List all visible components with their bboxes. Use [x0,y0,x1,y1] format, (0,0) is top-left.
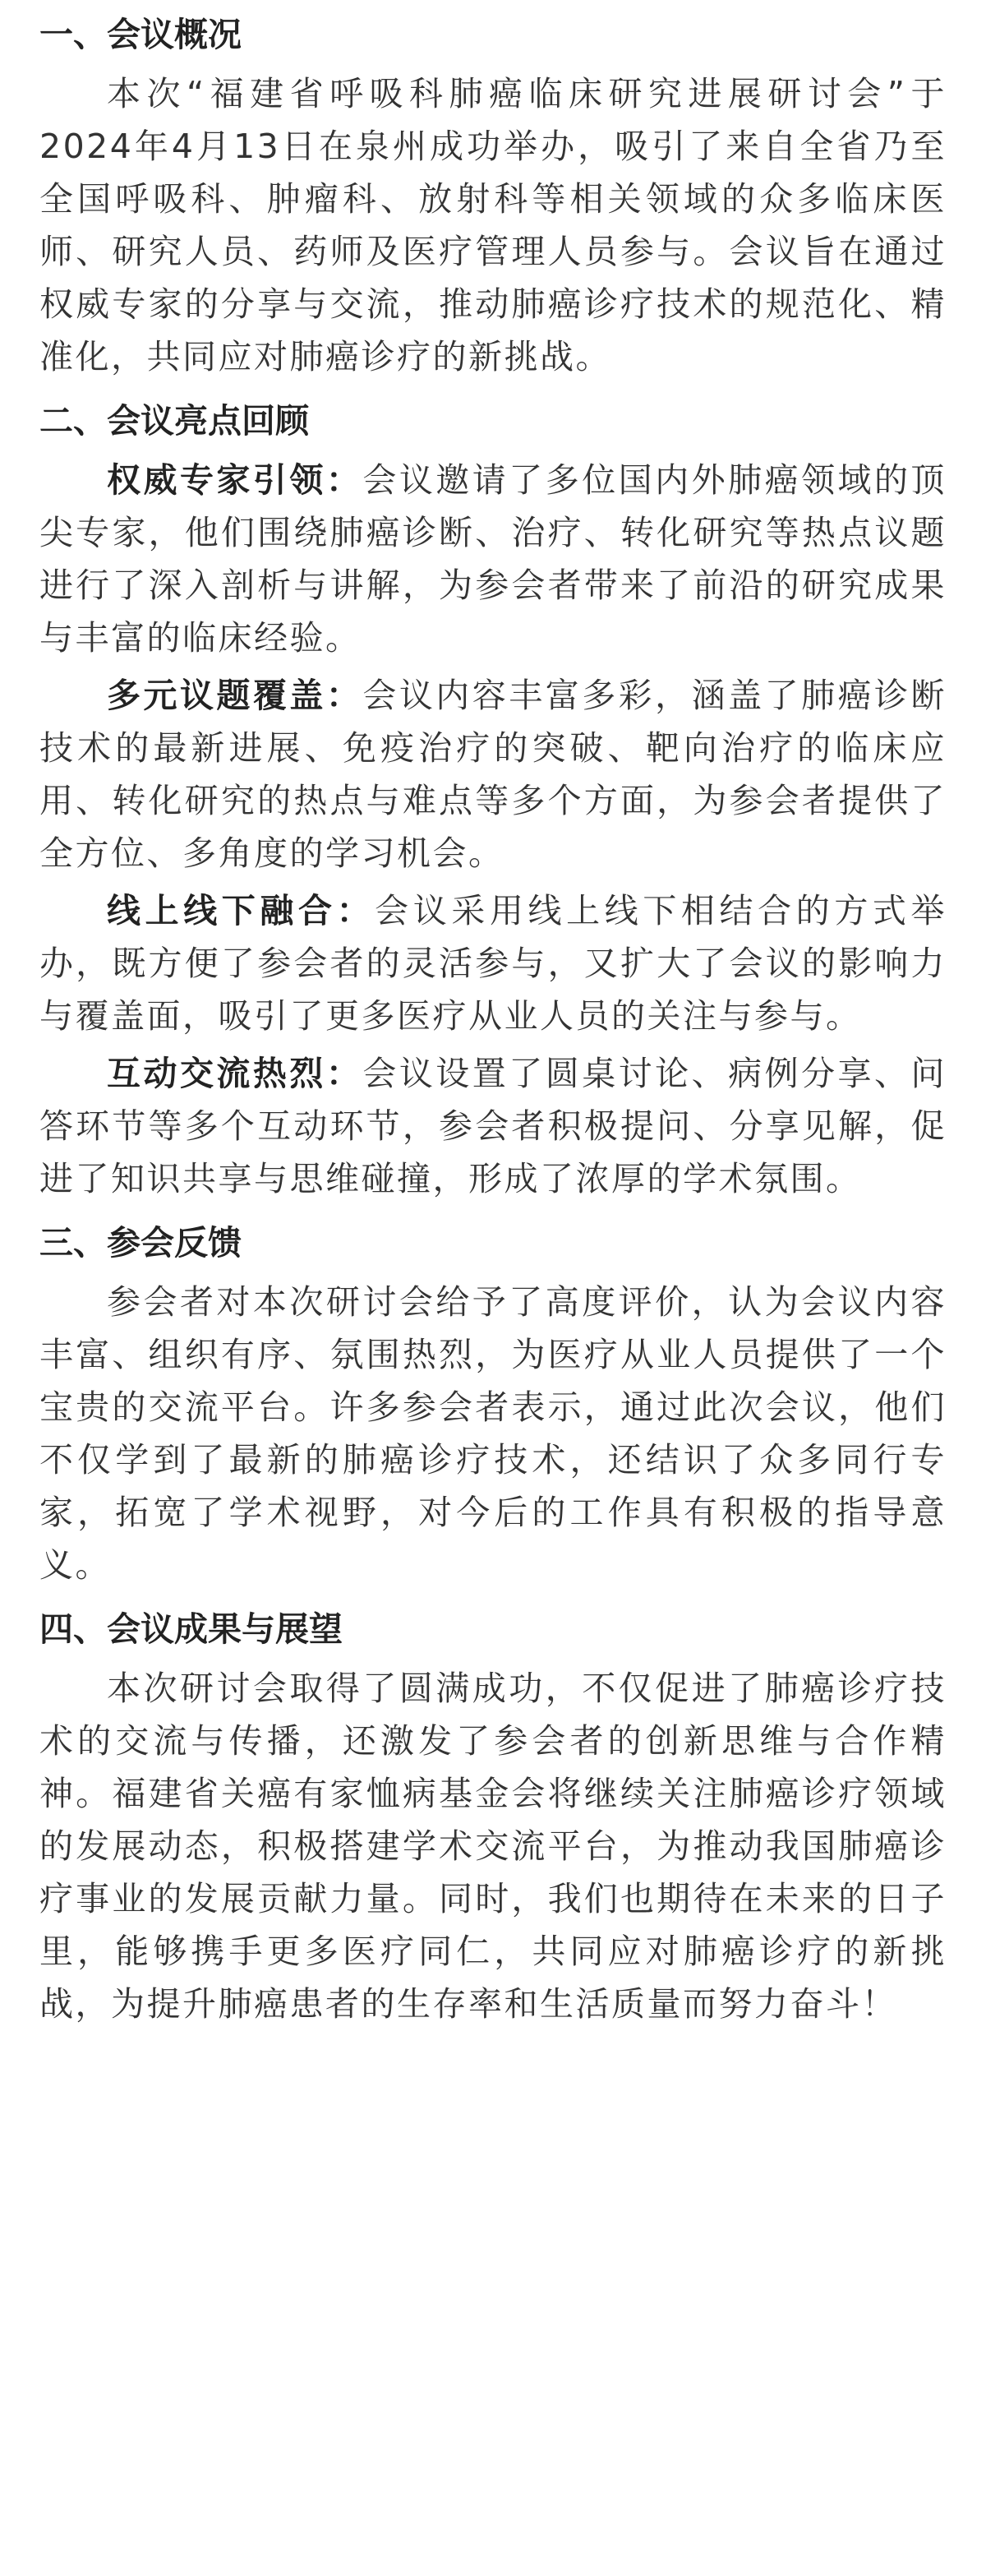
paragraph-text: 会议采用线上线下相结合的方式举办，既方便了参会者的灵活参与，又扩大了会议的影响力与覆盖面，吸引了更多医疗从业人员的关注与参与。 [39,891,947,1036]
paragraph-text: 会议邀请了多位国内外肺癌领域的顶尖专家，他们围绕肺癌诊断、治疗、转化研究等热点议题进行了深入剖析与讲解，为参会者带来了前沿的研究成果与丰富的临床经验。 [39,460,947,658]
highlight-paragraph-experts [39,454,947,664]
highlight-paragraph-hybrid [39,884,947,1042]
paragraph-lead: 权威专家引领： [107,460,363,500]
section-heading-feedback: 三、参会反馈 [39,1223,242,1263]
paragraph-text: 本次“福建省呼吸科肺癌临床研究进展研讨会”于2024年4月13日在泉州成功举办，吸引了来自全省乃至全国呼吸科、肿瘤科、放射科等相关领域的众多临床医师、研究人员、药师及医疗管理人员参与。会议旨在通过权威专家的分享与交流，推动肺癌诊疗技术的规范化、精准化，共同应对肺癌诊疗的新挑战。 [39,74,947,376]
paragraph-lead: 多元议题覆盖： [107,676,363,715]
highlight-paragraph-topics [39,669,947,879]
highlight-paragraph-interaction [39,1047,947,1205]
paragraph-text: 会议内容丰富多彩，涵盖了肺癌诊断技术的最新进展、免疫治疗的突破、靶向治疗的临床应用、转化研究的热点与难点等多个方面，为参会者提供了全方位、多角度的学习机会。 [39,676,947,873]
paragraph-text: 会议设置了圆桌讨论、病例分享、问答环节等多个互动环节，参会者积极提问、分享见解，促进了知识共享与思维碰撞，形成了浓厚的学术氛围。 [39,1054,947,1198]
overview-paragraph [39,67,947,383]
paragraph-text: 参会者对本次研讨会给予了高度评价，认为会议内容丰富、组织有序、氛围热烈，为医疗从业人员提供了一个宝贵的交流平台。许多参会者表示，通过此次会议，他们不仅学到了最新的肺癌诊疗技术，还结识了众多同行专家，拓宽了学术视野，对今后的工作具有积极的指导意义。 [39,1282,947,1585]
paragraph-text: 本次研讨会取得了圆满成功，不仅促进了肺癌诊疗技术的交流与传播，还激发了参会者的创新思维与合作精神。福建省关癌有家恤病基金会将继续关注肺癌诊疗领域的发展动态，积极搭建学术交流平台，为推动我国肺癌诊疗事业的发展贡献力量。同时，我们也期待在未来的日子里，能够携手更多医疗同仁，共同应对肺癌诊疗的新挑战，为提升肺癌患者的生存率和生活质量而努力奋斗！ [39,1669,947,2024]
feedback-paragraph [39,1276,947,1591]
section-heading-outlook: 四、会议成果与展望 [39,1609,343,1649]
outlook-paragraph [39,1662,947,2030]
section-heading-overview: 一、会议概况 [39,15,242,54]
section-heading-highlights: 二、会议亮点回顾 [39,401,309,441]
paragraph-lead: 互动交流热烈： [107,1054,363,1093]
paragraph-lead: 线上线下融合： [107,891,376,930]
